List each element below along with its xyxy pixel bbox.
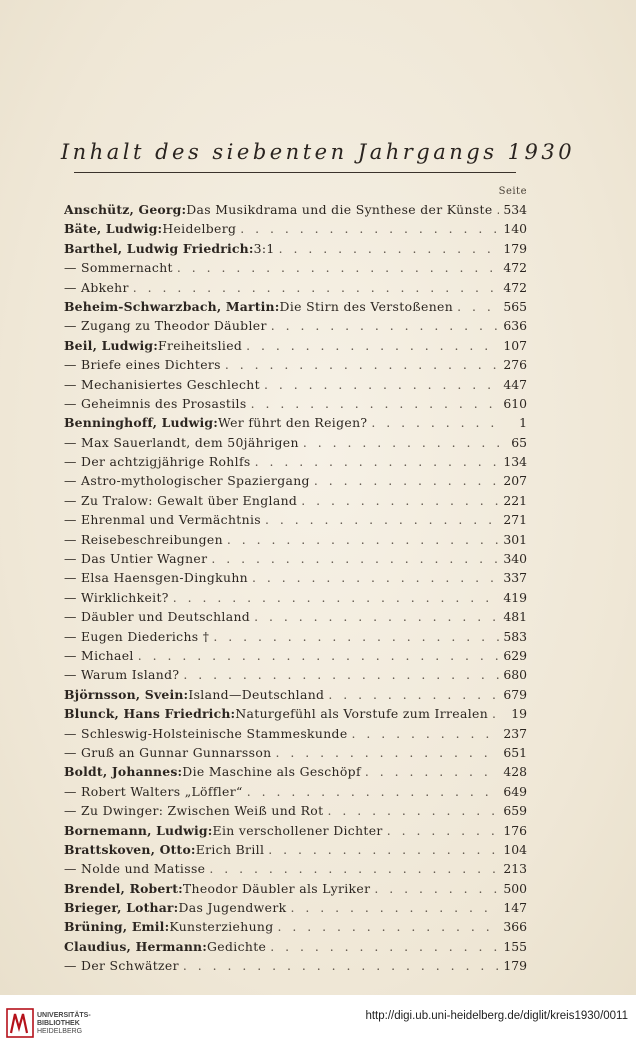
toc-author: Brüning, Emil: [64,919,170,935]
leader-dots [265,510,499,529]
toc-author: Beheim-Schwarzbach, Martin: [64,298,280,314]
toc-page-number: 472 [503,260,527,276]
toc-page-number: 447 [503,376,527,392]
toc-author: Benninghoff, Ludwig: [64,415,219,431]
toc-work-title: Das Jugendwerk [178,900,287,916]
toc-entry [64,956,527,975]
toc-entry [64,840,527,859]
toc-page-number: 472 [503,279,527,295]
toc-work-title: — Däubler und Deutschland [64,609,251,625]
toc-page-number: 276 [503,357,527,373]
library-name-line: HEIDELBERG [37,1028,83,1035]
library-name-line: UNIVERSITÄTS- [37,1012,91,1019]
toc-page-number: 419 [503,589,527,605]
toc-entry [64,297,527,316]
leader-dots [314,471,500,490]
toc-work-title: Wer führt den Reigen? [218,415,368,431]
leader-dots [497,200,500,219]
toc-work-title: Gedichte [207,938,267,954]
toc-work-title: 3:1 [253,240,275,256]
toc-page-number: 65 [511,434,527,450]
leader-dots [374,879,499,898]
leader-dots [276,743,500,762]
toc-entry [64,821,527,840]
toc-page-number: 237 [503,725,527,741]
toc-page-number: 213 [503,861,527,877]
toc-work-title: — Ehrenmal und Vermächtnis [64,512,261,528]
leader-dots [252,568,499,587]
toc-page-number: 534 [503,202,527,217]
toc-entry [64,452,527,471]
leader-dots [301,491,499,510]
toc-work-title: — Der achtzigjährige Rohlfs [64,454,251,470]
toc-work-title: — Astro-mythologischer Spaziergang [64,473,310,489]
leader-dots [264,375,499,394]
toc-entry [64,219,527,238]
toc-entry [64,394,527,413]
toc-entry [64,568,527,587]
toc-work-title: Die Maschine als Geschöpf [182,764,361,780]
toc-page-number: 481 [503,609,527,625]
toc-page-number: 649 [503,783,527,799]
toc-work-title: Kunsterziehung [169,919,274,935]
toc-page-number: 179 [503,240,527,256]
title-rule [74,172,516,173]
toc-work-title: — Zu Dwinger: Zwischen Weiß und Rot [64,803,324,819]
toc-work-title: — Mechanisiertes Geschlecht [64,376,260,392]
leader-dots [183,665,499,684]
toc-entry [64,859,527,878]
leader-dots [246,336,499,355]
toc-page-number: 629 [503,647,527,663]
leader-dots [328,685,499,704]
toc-entry [64,665,527,684]
leader-dots [279,239,500,258]
toc-page-number: 428 [503,764,527,780]
toc-entry [64,375,527,394]
toc-work-title: — Schleswig-Holsteinische Stammeskunde [64,725,348,741]
toc-page-number: 680 [503,667,527,683]
toc-work-title: — Michael [64,647,134,663]
toc-work-title: — Geheimnis des Prosastils [64,395,247,411]
toc-entry [64,510,527,529]
toc-author: Bäte, Ludwig: [64,221,163,237]
library-name-line: BIBLIOTHEK [37,1020,80,1027]
leader-dots [271,316,500,335]
toc-author: Björnsson, Svein: [64,686,189,702]
toc-entry [64,743,527,762]
toc-entry [64,646,527,665]
toc-page-number: 583 [503,628,527,644]
toc-page-number: 176 [503,822,527,838]
toc-entry [64,685,527,704]
leader-dots [133,278,500,297]
toc-work-title: Heidelberg [162,221,237,237]
toc-entry [64,917,527,936]
toc-entry [64,588,527,607]
toc-page-number: 340 [503,551,527,567]
toc-work-title: — Zu Tralow: Gewalt über England [64,492,298,508]
toc-entry [64,258,527,277]
toc-entry [64,471,527,490]
toc-page-number: 221 [503,492,527,508]
toc-entry [64,704,527,723]
toc-entry [64,316,527,335]
toc-page-number: 610 [503,395,527,411]
toc-page-number: 565 [503,298,527,314]
toc-author: Barthel, Ludwig Friedrich: [64,240,254,256]
toc-entry [64,627,527,646]
toc-entry [64,762,527,781]
toc-page-number: 134 [503,454,527,470]
leader-dots [255,452,500,471]
toc-entry [64,530,527,549]
leader-dots [268,840,499,859]
toc-work-title: — Elsa Haensgen-Dingkuhn [64,570,248,586]
toc-author: Brattskoven, Otto: [64,841,196,857]
toc-page-number: 636 [503,318,527,334]
toc-entry [64,724,527,743]
toc-author: Brieger, Lothar: [64,900,179,916]
toc-entry [64,413,527,432]
leader-dots [352,724,500,743]
toc-page-number: 500 [503,880,527,896]
toc-entry [64,355,527,374]
leader-dots [183,956,499,975]
toc-work-title: Island—Deutschland [188,686,325,702]
toc-work-title: Naturgefühl als Vorstufe zum Irrealen [235,706,489,722]
toc-work-title: Freiheitslied [158,337,243,353]
leader-dots [327,801,499,820]
toc-page-number: 659 [503,803,527,819]
page-title: Inhalt des siebenten Jahrgangs 1930 [60,140,576,164]
library-name [37,1012,91,1036]
toc-page-number: 140 [503,221,527,237]
source-url-link[interactable]: http://digi.ub.uni-heidelberg.de/diglit/kreis1930/0011 [365,1010,628,1022]
toc-author: Blunck, Hans Friedrich: [64,706,236,722]
toc-author: Claudius, Hermann: [64,938,208,954]
toc-page-number: 104 [503,841,527,857]
leader-dots [457,297,499,316]
leader-dots [254,607,499,626]
toc-author: Beil, Ludwig: [64,337,158,353]
leader-dots [225,355,499,374]
leader-dots [365,762,499,781]
toc-page-number: 107 [503,337,527,353]
leader-dots [270,937,499,956]
toc-work-title: — Der Schwätzer [64,958,179,974]
toc-work-title: Erich Brill [195,841,265,857]
toc-work-title: — Wirklichkeit? [64,589,169,605]
toc-work-title: — Das Untier Wagner [64,551,208,567]
toc-work-title: — Sommernacht [64,260,173,276]
toc-entry [64,491,527,510]
toc-work-title: — Robert Walters „Löffler“ [64,783,243,799]
toc-entry [64,782,527,801]
toc-page-number: 1 [519,415,527,431]
toc-entry [64,200,527,219]
toc-work-title: — Warum Island? [64,667,180,683]
toc-entry [64,937,527,956]
leader-dots [173,588,500,607]
leader-dots [211,549,499,568]
toc-page-number: 366 [503,919,527,935]
toc-author: Anschütz, Georg: [64,202,187,217]
leader-dots [213,627,499,646]
leader-dots [251,394,500,413]
leader-dots [278,917,500,936]
toc-page-number: 207 [503,473,527,489]
leader-dots [177,258,499,277]
toc-page-number: 155 [503,938,527,954]
toc-entry [64,549,527,568]
toc-page-number: 337 [503,570,527,586]
toc-work-title: Die Stirn des Verstoßenen [279,298,454,314]
toc-work-title: — Nolde und Matisse [64,861,206,877]
leader-dots [371,413,503,432]
leader-dots [492,704,503,723]
toc-work-title: Das Musikdrama und die Synthese der Künste [186,202,493,217]
toc-page-number: 179 [503,958,527,974]
leader-dots [138,646,500,665]
leader-dots [387,821,500,840]
toc-work-title: — Zugang zu Theodor Däubler [64,318,267,334]
toc-page-number: 19 [511,706,527,722]
table-of-contents [64,200,527,976]
toc-entry [64,607,527,626]
leader-dots [247,782,500,801]
toc-author: Brendel, Robert: [64,880,183,896]
toc-page-number: 147 [503,900,527,916]
toc-work-title: — Briefe eines Dichters [64,357,221,373]
toc-page-number: 679 [503,686,527,702]
toc-entry [64,433,527,452]
university-library-logo-icon [6,1008,34,1038]
toc-work-title: Theodor Däubler als Lyriker [182,880,371,896]
toc-work-title: — Eugen Diederichs † [64,628,210,644]
toc-author: Bornemann, Ludwig: [64,822,213,838]
toc-work-title: — Reisebeschreibungen [64,531,223,547]
toc-page-number: 651 [503,744,527,760]
toc-work-title: — Gruß an Gunnar Gunnarsson [64,744,272,760]
toc-entry [64,879,527,898]
toc-work-title: — Max Sauerlandt, dem 50jährigen [64,434,299,450]
leader-dots [290,898,499,917]
toc-entry [64,801,527,820]
toc-entry [64,898,527,917]
leader-dots [303,433,503,452]
toc-page-number: 301 [503,531,527,547]
toc-page-number: 271 [503,512,527,528]
toc-work-title: Ein verschollener Dichter [212,822,383,838]
toc-author: Boldt, Johannes: [64,764,183,780]
page-column-header: Seite [498,186,527,197]
toc-entry [64,239,527,258]
toc-entry [64,278,527,297]
toc-work-title: — Abkehr [64,279,129,295]
leader-dots [240,219,499,238]
toc-entry [64,336,527,355]
leader-dots [227,530,499,549]
leader-dots [209,859,499,878]
